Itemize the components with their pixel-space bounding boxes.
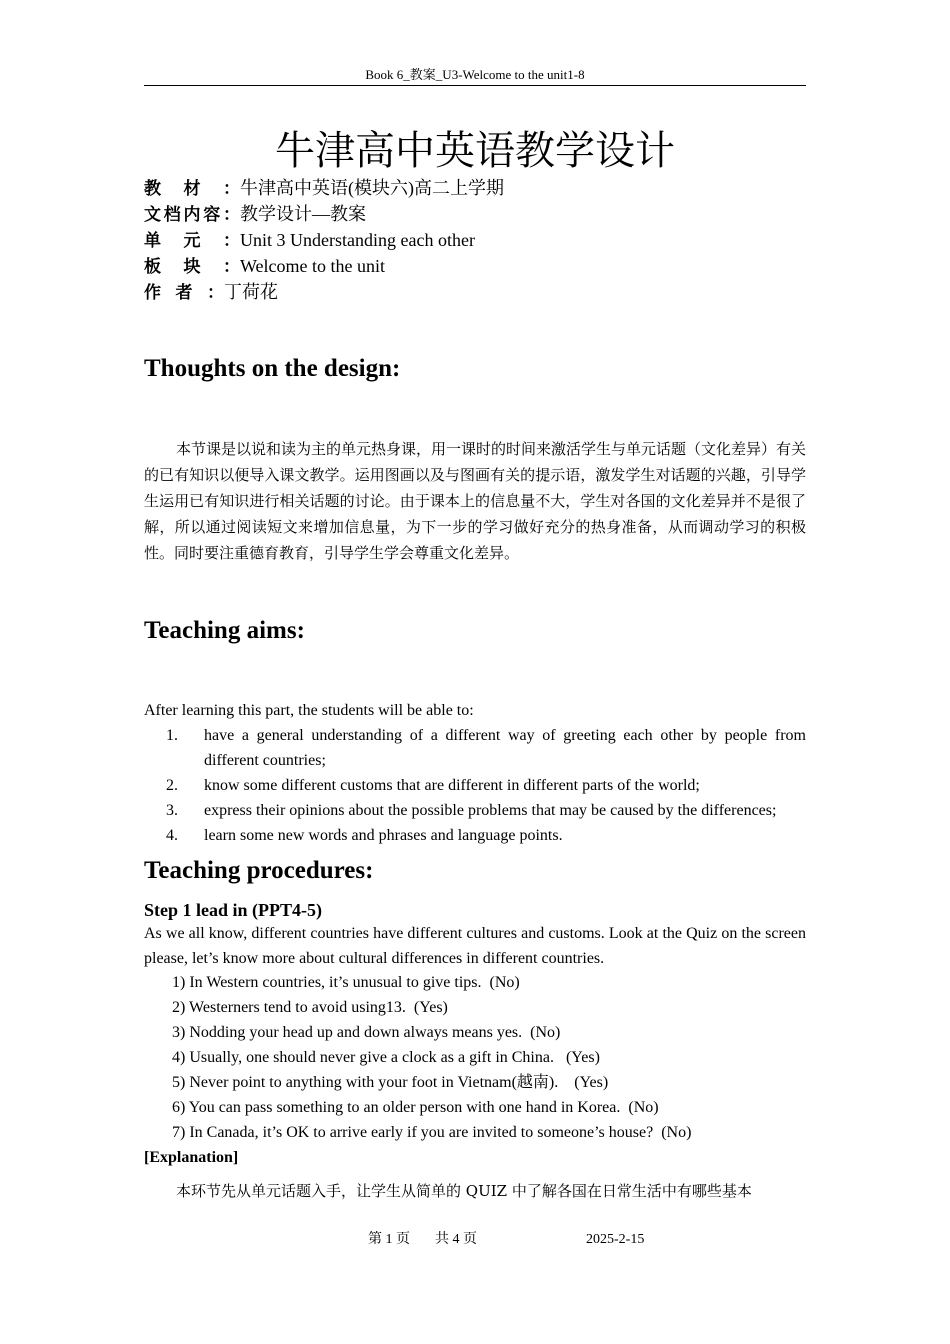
list-text: learn some new words and phrases and language points. bbox=[204, 827, 563, 844]
meta-key: 单元： bbox=[144, 231, 240, 251]
meta-key: 文档内容： bbox=[144, 205, 240, 225]
list-item bbox=[144, 773, 806, 798]
procedures-heading: Teaching procedures: bbox=[144, 857, 374, 884]
quiz-item: 2) Westerners tend to avoid using13. (Yes) bbox=[172, 999, 448, 1016]
thoughts-heading: Thoughts on the design: bbox=[144, 355, 401, 382]
meta-value: 丁荷花 bbox=[224, 282, 278, 302]
meta-author bbox=[144, 280, 504, 306]
aims-heading: Teaching aims: bbox=[144, 617, 305, 644]
list-number: 3. bbox=[166, 802, 178, 819]
aims-list bbox=[144, 723, 806, 848]
meta-value: Welcome to the unit bbox=[240, 256, 386, 276]
list-item bbox=[144, 823, 806, 848]
meta-section bbox=[144, 254, 504, 280]
meta-value: 教学设计—教案 bbox=[240, 204, 366, 224]
page-header: Book 6_教案_U3-Welcome to the unit1-8 bbox=[144, 66, 806, 86]
quiz-item: 1) In Western countries, it’s unusual to give tips. (No) bbox=[172, 974, 520, 991]
thoughts-paragraph: 本节课是以说和读为主的单元热身课，用一课时的时间来激活学生与单元话题（文化差异）有关的已有知识以便导入课文教学。运用图画以及与图画有关的提示语，激发学生对话题的兴趣，引导学生运用已有知识进行相关话题的讨论。由于课本上的信息量不大，学生对各国的文化差异并不是很了解，所以通过阅读短文来增加信息量，为下一步的学习做好充分的热身准备，从而调动学习的积极性。同时要注重德育教育，引导学生学会尊重文化差异。 bbox=[144, 440, 807, 562]
quiz-list bbox=[172, 970, 691, 1145]
meta-content bbox=[144, 202, 504, 228]
meta-value: Unit 3 Understanding each other bbox=[240, 230, 475, 250]
explanation-paragraph: 本环节先从单元话题入手，让学生从简单的 QUIZ 中了解各国在日常生活中有哪些基本 bbox=[176, 1182, 752, 1200]
meta-key: 教材： bbox=[144, 179, 240, 199]
list-text: know some different customs that are different in different parts of the world; bbox=[204, 777, 700, 794]
list-text: have a general understanding of a different way of greeting each other by people from different countries; bbox=[204, 727, 806, 769]
meta-key: 作者： bbox=[144, 283, 224, 303]
footer-page-number: 第 1 页 bbox=[368, 1232, 410, 1247]
quiz-item: 7) In Canada, it’s OK to arrive early if you are invited to someone’s house? (No) bbox=[172, 1124, 692, 1141]
meta-unit bbox=[144, 228, 504, 254]
list-item bbox=[144, 798, 806, 823]
step1-paragraph: As we all know, different countries have different cultures and customs. Look at the Quiz on the screen please, let’s know more about cultural differences in different countries. bbox=[144, 925, 806, 967]
quiz-item: 6) You can pass something to an older person with one hand in Korea. (No) bbox=[172, 1099, 659, 1116]
meta-key: 板块： bbox=[144, 257, 240, 277]
document-meta bbox=[144, 176, 504, 306]
meta-textbook bbox=[144, 176, 504, 202]
list-text: express their opinions about the possible problems that may be caused by the differences; bbox=[204, 802, 777, 819]
explanation-heading: [Explanation] bbox=[144, 1149, 239, 1166]
aims-intro: After learning this part, the students will be able to: bbox=[144, 702, 474, 719]
quiz-item: 5) Never point to anything with your foot in Vietnam(越南). (Yes) bbox=[172, 1074, 609, 1091]
step1-heading: Step 1 lead in (PPT4-5) bbox=[144, 900, 322, 920]
quiz-item: 3) Nodding your head up and down always means yes. (No) bbox=[172, 1024, 561, 1041]
footer-date: 2025-2-15 bbox=[586, 1232, 645, 1247]
list-number: 2. bbox=[166, 777, 178, 794]
quiz-item: 4) Usually, one should never give a clock as a gift in China. (Yes) bbox=[172, 1049, 600, 1066]
footer-total-pages: 共 4 页 bbox=[435, 1232, 477, 1247]
list-item bbox=[144, 723, 806, 773]
meta-value: 牛津高中英语(模块六)高二上学期 bbox=[240, 178, 504, 198]
list-number: 1. bbox=[166, 727, 178, 744]
document-title: 牛津高中英语教学设计 bbox=[275, 128, 675, 174]
list-number: 4. bbox=[166, 827, 178, 844]
